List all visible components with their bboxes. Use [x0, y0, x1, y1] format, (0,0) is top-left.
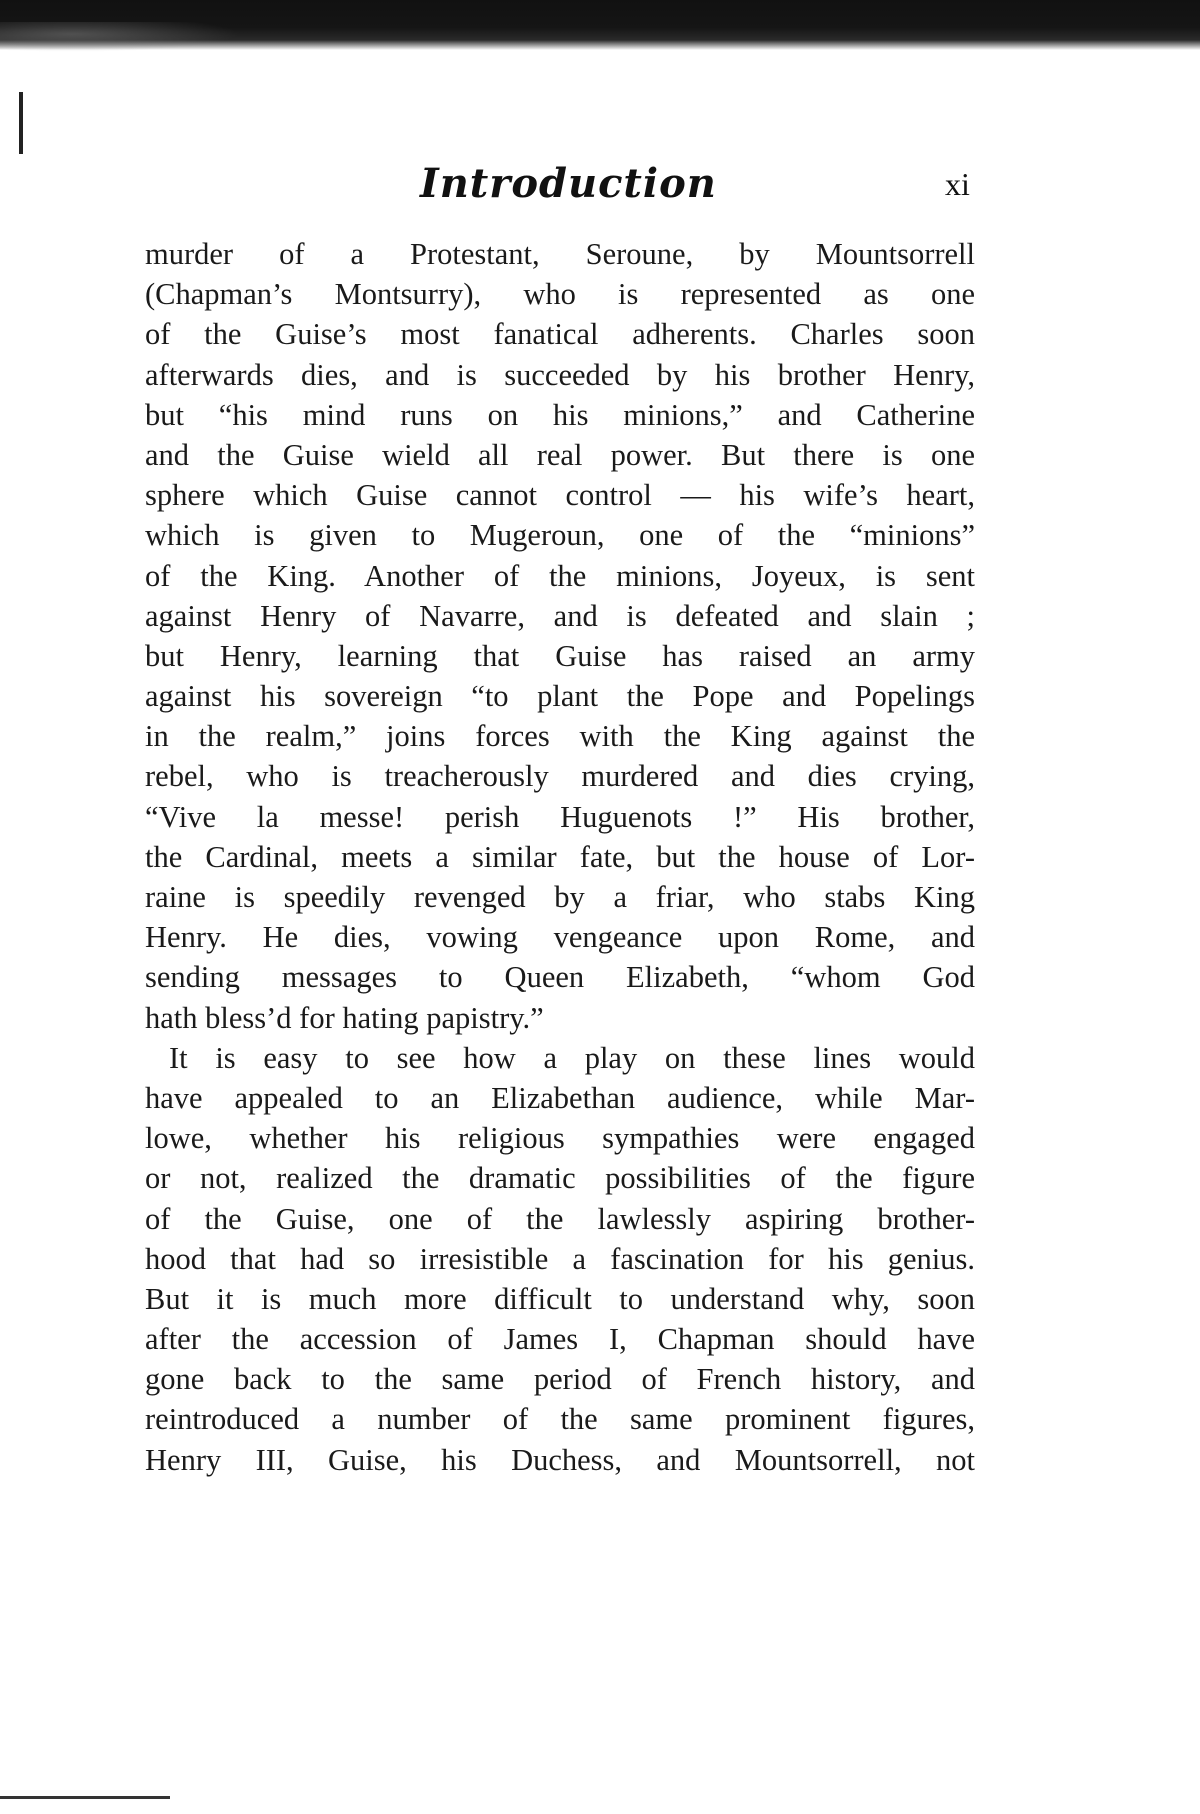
- text-line: (Chapman’s Montsurry), who is represented as one: [145, 277, 975, 312]
- text-line: It is easy to see how a play on these lines would: [169, 1040, 975, 1075]
- text-line: “Vive la messe! perish Huguenots !” His brother,: [145, 799, 975, 834]
- text-line: gone back to the same period of French history, and: [145, 1362, 975, 1397]
- text-line: Henry. He dies, vowing vengeance upon Rome, and: [145, 920, 975, 955]
- text-line: and the Guise wield all real power. But there is one: [145, 437, 975, 472]
- scan-bottom-mark: [0, 1796, 170, 1799]
- text-line: Henry III, Guise, his Duchess, and Mountsorrell, not: [145, 1442, 975, 1477]
- scan-edge-mark: [19, 92, 23, 154]
- text-line: against his sovereign “to plant the Pope and Popelings: [145, 679, 975, 714]
- text-line: of the Guise, one of the lawlessly aspiring brother-: [145, 1201, 975, 1236]
- text-line: of the Guise’s most fanatical adherents. Charles soon: [145, 317, 975, 352]
- text-line: raine is speedily revenged by a friar, who stabs King: [145, 880, 975, 914]
- text-line: after the accession of James I, Chapman should have: [145, 1322, 975, 1357]
- text-line: or not, realized the dramatic possibilities of the figure: [145, 1161, 975, 1196]
- text-line: of the King. Another of the minions, Joyeux, is sent: [145, 558, 975, 593]
- body-text: [145, 234, 975, 1480]
- text-line: lowe, whether his religious sympathies were engaged: [145, 1121, 975, 1156]
- text-line: reintroduced a number of the same prominent figures,: [145, 1402, 975, 1437]
- text-line: against Henry of Navarre, and is defeated and slain ;: [145, 598, 975, 633]
- text-line: have appealed to an Elizabethan audience, while Mar-: [145, 1080, 975, 1115]
- text-line: hood that had so irresistible a fascination for his genius.: [145, 1241, 975, 1276]
- text-line: in the realm,” joins forces with the King against the: [145, 719, 975, 754]
- text-line: murder of a Protestant, Seroune, by Mountsorrell: [145, 237, 975, 271]
- running-head: Introduction: [420, 160, 717, 207]
- text-line: the Cardinal, meets a similar fate, but the house of Lor-: [145, 839, 975, 874]
- text-line: hath bless’d for hating papistry.”: [145, 1000, 544, 1035]
- text-line: but Henry, learning that Guise has raised an army: [145, 638, 975, 673]
- text-line: but “his mind runs on his minions,” and Catherine: [145, 397, 975, 432]
- text-line: But it is much more difficult to understand why, soon: [145, 1281, 975, 1316]
- text-line: afterwards dies, and is succeeded by his brother Henry,: [145, 357, 975, 392]
- text-line: which is given to Mugeroun, one of the “minions”: [145, 518, 975, 553]
- scan-top-shadow: [0, 0, 1200, 50]
- text-line: sphere which Guise cannot control — his wife’s heart,: [145, 478, 975, 513]
- page-number: xi: [945, 166, 970, 202]
- text-line: sending messages to Queen Elizabeth, “whom God: [145, 960, 975, 995]
- text-line: rebel, who is treacherously murdered and dies crying,: [145, 759, 975, 794]
